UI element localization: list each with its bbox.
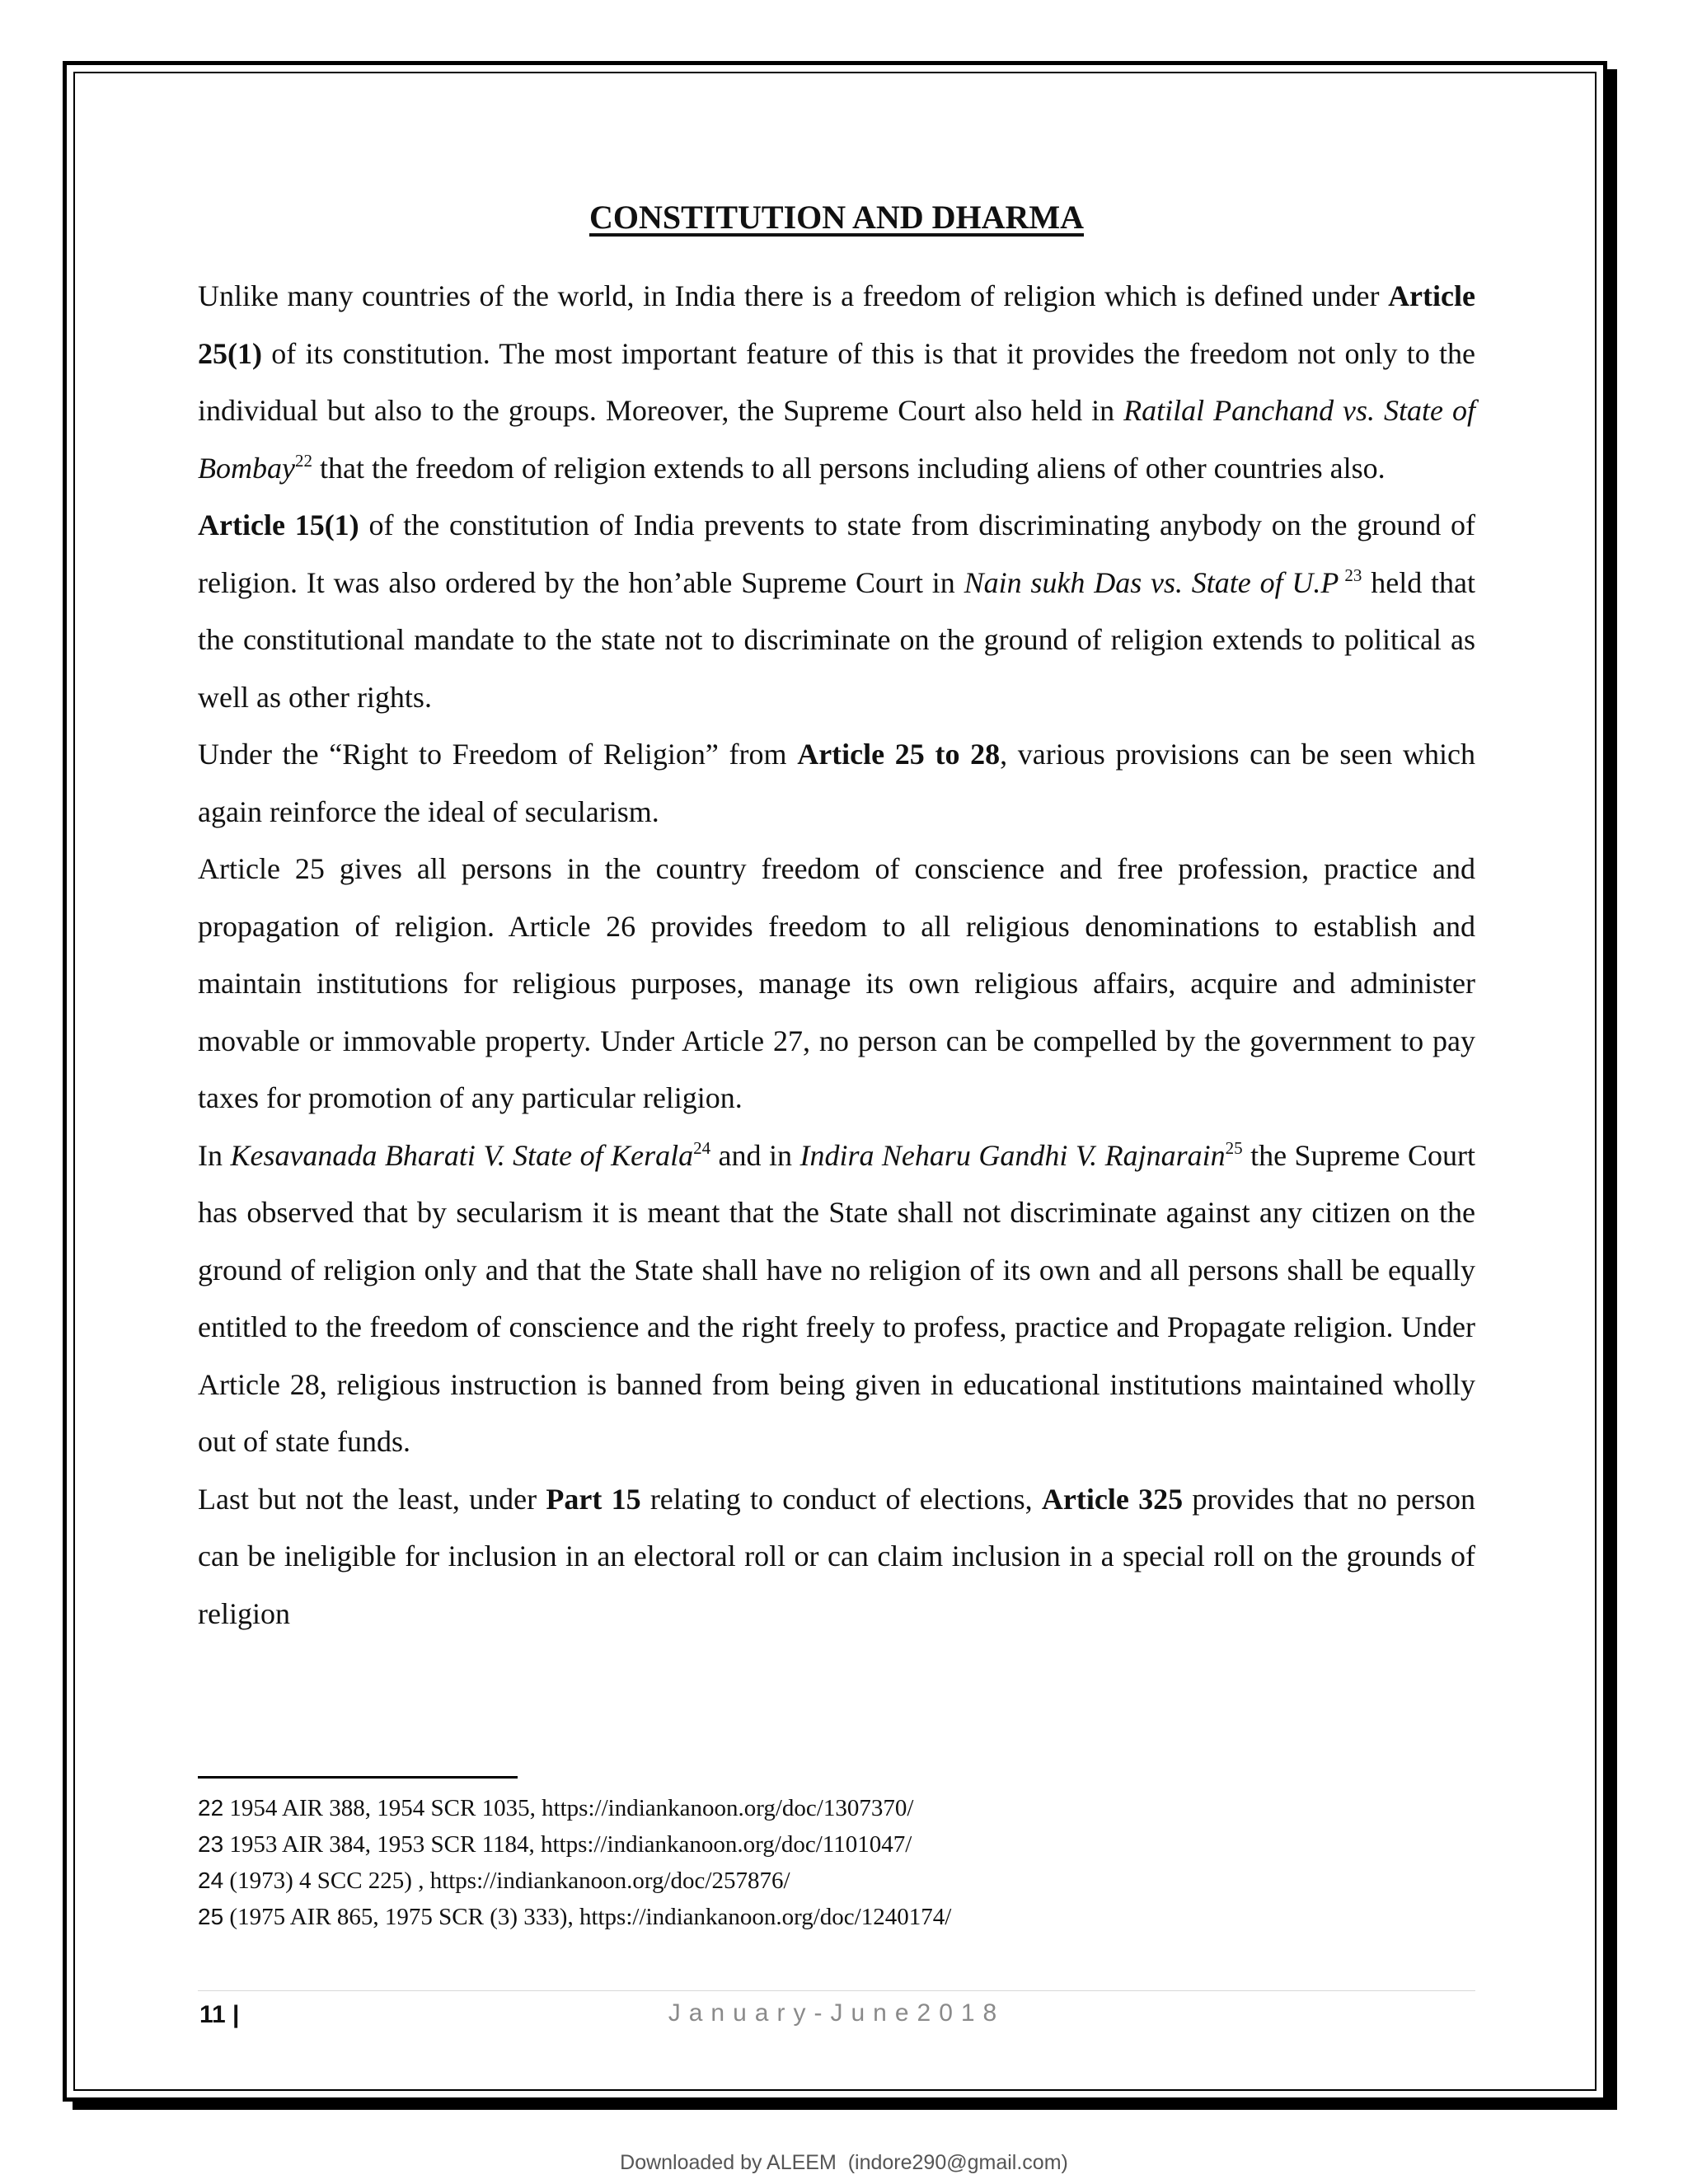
footnote-22	[198, 1790, 1475, 1826]
bold-ref-article-25-1: Article 25(1)	[198, 279, 1475, 370]
paragraph-4: Article 25 gives all persons in the country freedom of conscience and free profession, practice and propagation of religion. Article 26 provides freedom to all religious denominations to establish and maintain institutions for religious purposes, manage its own religious affairs, acquire and administer movable or immovable property. Under Article 27, no person can be compelled by the government to pay taxes for promotion of any particular religion.	[198, 852, 1475, 1114]
bold-ref-article-25-to-28: Article 25 to 28	[797, 738, 1001, 771]
paragraph-1	[198, 268, 1475, 497]
bold-ref-article-15-1: Article 15(1)	[198, 509, 359, 541]
download-attribution: Downloaded by ALEEM (indore290@gmail.com)	[620, 2151, 1068, 2174]
footnote-text: 1953 AIR 384, 1953 SCR 1184, https://indiankanoon.org/doc/1101047/	[223, 1831, 912, 1858]
text-run: , various provisions can be seen which again reinforce the ideal of secularism.	[198, 738, 1475, 828]
footnote-ref-24: 24	[693, 1137, 711, 1158]
footnote-number: 25	[198, 1904, 224, 1929]
footnote-text: 1954 AIR 388, 1954 SCR 1035, https://indiankanoon.org/doc/1307370/	[223, 1795, 914, 1821]
footnote-text: (1975 AIR 865, 1975 SCR (3) 333), https://indiankanoon.org/doc/1240174/	[223, 1904, 952, 1930]
footnotes	[198, 1776, 1475, 1935]
article-title: CONSTITUTION AND DHARMA	[588, 199, 1085, 236]
issue-period: January-June2018	[668, 1999, 1006, 2027]
footnote-number: 23	[198, 1831, 224, 1857]
footnote-ref-22: 22	[294, 450, 312, 471]
footnote-24	[198, 1863, 1475, 1899]
paragraph-2	[198, 497, 1475, 726]
text-run: In	[198, 1138, 231, 1172]
text-run: the Supreme Court has observed that by secularism it is meant that the State shall not discriminate against any citizen on the ground of religion only and that the State shall have no religion of its own and all persons shall be equally entitled to the freedom of conscience and the right freely to profess, practice and Propagate religion. Under Article 28, religious instruction is banned from being given in educational institutions maintained wholly out of state funds.	[198, 1138, 1475, 1458]
text-run: Under the “Right to Freedom of Religion” from	[198, 738, 798, 771]
bold-ref-article-325: Article 325	[1041, 1482, 1184, 1516]
case-name-ratilal: Ratilal Panchand vs. State of Bombay	[198, 394, 1475, 485]
footnote-number: 24	[198, 1868, 224, 1893]
footnote-text: (1973) 4 SCC 225) , https://indiankanoon.org/doc/257876/	[223, 1868, 790, 1894]
text-run: of its constitution. The most important feature of this is that it provides the freedom not only to the individual but also to the groups. Moreover, the Supreme Court also held in	[198, 336, 1475, 427]
case-name-kesavananda: Kesavanada Bharati V. State of Kerala	[230, 1138, 694, 1172]
case-name-indira-gandhi: Indira Neharu Gandhi V. Rajnarain	[799, 1138, 1226, 1172]
text-run: of the constitution of India prevents to state from discriminating anybody on the ground of religion. It was also ordered by the hon’able Supreme Court in	[198, 509, 1476, 599]
paragraph-6	[198, 1471, 1475, 1643]
text-run: Last but not the least, under	[198, 1482, 546, 1516]
case-name-nain-sukh-das: Nain sukh Das vs. State of U.P	[964, 565, 1339, 599]
footnote-ref-23: 23	[1339, 565, 1362, 585]
bold-ref-part-15: Part 15	[546, 1482, 641, 1516]
footnote-ref-25: 25	[1225, 1137, 1243, 1158]
text-run: and in	[710, 1138, 800, 1172]
text-run: that the freedom of religion extends to all persons including aliens of other countries also.	[312, 451, 1386, 485]
text-run: held that the constitutional mandate to the state not to discriminate on the ground of religion extends to political as well as other rights.	[198, 565, 1476, 714]
text-run: Unlike many countries of the world, in India there is a freedom of religion which is defined under	[198, 279, 1389, 312]
footnote-separator	[198, 1776, 518, 1779]
footnote-number: 22	[198, 1795, 224, 1821]
text-run: provides that no person can be ineligible for inclusion in an electoral roll or can claim inclusion in a special roll on the grounds of religion	[198, 1482, 1475, 1630]
page-footer	[198, 1990, 1475, 2041]
footnote-25	[198, 1899, 1475, 1935]
paragraph-5	[198, 1127, 1475, 1471]
page-number: 11 |	[199, 2001, 240, 2028]
footnote-23	[198, 1826, 1475, 1863]
paragraph-3	[198, 726, 1475, 841]
article-body	[198, 198, 1475, 1643]
text-run: relating to conduct of elections,	[640, 1482, 1042, 1516]
